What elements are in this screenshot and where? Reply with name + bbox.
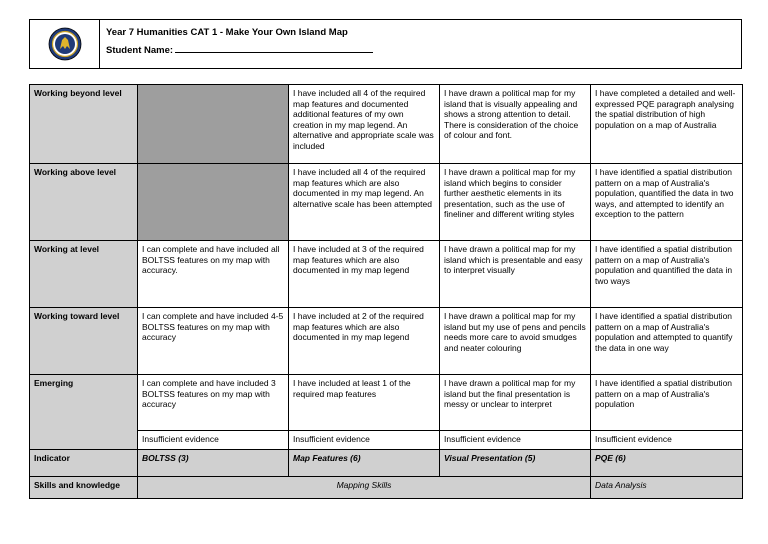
empty-cell (138, 85, 289, 164)
pqe-cell: I have identified a spatial distribution pattern on a map of Australia's population and quantified the data in two ways (591, 241, 743, 308)
indicator-map-features: Map Features (6) (289, 450, 440, 477)
student-name-field[interactable] (175, 42, 373, 53)
insufficient-evidence-cell: Insufficient evidence (591, 431, 743, 450)
data-analysis-cell: Data Analysis (591, 477, 743, 499)
map-features-cell: I have included all 4 of the required map features which are also documented in my map legend. An alternative scale has been attempted (289, 164, 440, 241)
school-crest-icon (48, 27, 82, 61)
boltss-cell: I can complete and have included 3 BOLTSS features on my map with accuracy (138, 375, 289, 431)
row-label: Working beyond level (30, 85, 138, 164)
map-features-cell: I have included at 2 of the required map features which are also documented in my map legend (289, 308, 440, 375)
row-label: Emerging (30, 375, 138, 450)
table-row (30, 375, 743, 431)
insufficient-evidence-cell: Insufficient evidence (440, 431, 591, 450)
table-row (30, 241, 743, 308)
pqe-cell: I have identified a spatial distribution pattern on a map of Australia's population, quantified the data in two ways, and attempted to identify an exception to the pattern (591, 164, 743, 241)
insufficient-evidence-cell: Insufficient evidence (289, 431, 440, 450)
indicator-pqe: PQE (6) (591, 450, 743, 477)
row-label: Indicator (30, 450, 138, 477)
row-label: Skills and knowledge (30, 477, 138, 499)
table-row (30, 164, 743, 241)
indicator-row (30, 450, 743, 477)
table-row (30, 85, 743, 164)
pqe-cell: I have identified a spatial distribution pattern on a map of Australia's population (591, 375, 743, 431)
student-name-label: Student Name: (106, 45, 174, 56)
header (29, 19, 742, 69)
map-features-cell: I have included at least 1 of the required map features (289, 375, 440, 431)
skills-row (30, 477, 743, 499)
visual-presentation-cell: I have drawn a political map for my island but my use of pens and pencils needs more care to avoid smudges and neater colouring (440, 308, 591, 375)
page-title: Year 7 Humanities CAT 1 - Make Your Own Island Map (106, 27, 348, 38)
visual-presentation-cell: I have drawn a political map for my island which begins to consider further aesthetic elements in its presentation, such as the use of fineliner and different writing styles (440, 164, 591, 241)
indicator-boltss: BOLTSS (3) (138, 450, 289, 477)
row-label: Working above level (30, 164, 138, 241)
boltss-cell: I can complete and have included all BOLTSS features on my map with accuracy. (138, 241, 289, 308)
row-label: Working at level (30, 241, 138, 308)
visual-presentation-cell: I have drawn a political map for my island that is visually appealing and shows a strong attention to detail. There is consideration of the choice of colour and font. (440, 85, 591, 164)
pqe-cell: I have identified a spatial distribution pattern on a map of Australia's population and attempted to quantify the data in one way (591, 308, 743, 375)
visual-presentation-cell: I have drawn a political map for my island which is presentable and easy to interpret visually (440, 241, 591, 308)
table-row (30, 308, 743, 375)
student-name-line (106, 42, 373, 58)
map-features-cell: I have included all 4 of the required map features and documented additional features of my own creation in my map legend. An alternative and appropriate scale was included (289, 85, 440, 164)
title-cell (100, 20, 379, 68)
mapping-skills-cell: Mapping Skills (138, 477, 591, 499)
indicator-visual-presentation: Visual Presentation (5) (440, 450, 591, 477)
insufficient-evidence-cell: Insufficient evidence (138, 431, 289, 450)
logo-cell (30, 20, 100, 68)
row-label: Working toward level (30, 308, 138, 375)
boltss-cell: I can complete and have included 4-5 BOLTSS features on my map with accuracy (138, 308, 289, 375)
visual-presentation-cell: I have drawn a political map for my island but the final presentation is messy or unclear to interpret (440, 375, 591, 431)
pqe-cell: I have completed a detailed and well-expressed PQE paragraph analysing the spatial distribution of high population on a map of Australia (591, 85, 743, 164)
empty-cell (138, 164, 289, 241)
map-features-cell: I have included at 3 of the required map features which are also documented in my map legend (289, 241, 440, 308)
rubric-table (29, 84, 743, 499)
